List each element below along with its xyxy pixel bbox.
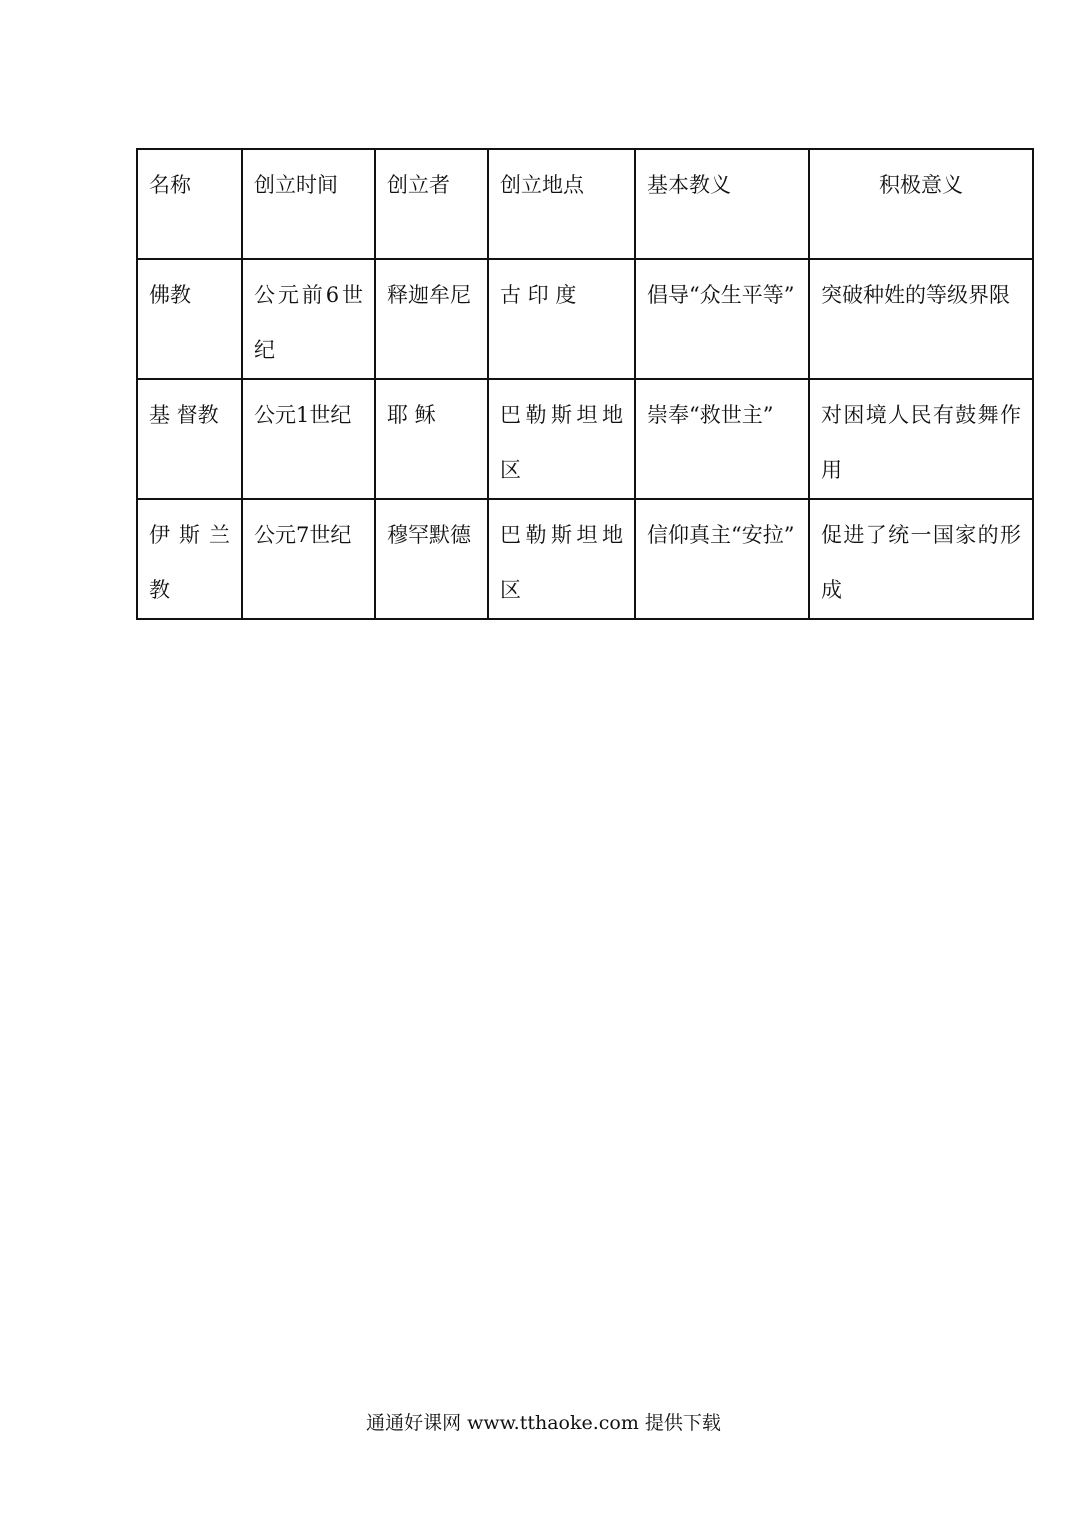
religions-table [136, 148, 1034, 620]
cell-significance: 突破种姓的等级界限 [809, 259, 1033, 379]
header-significance: 积极意义 [809, 149, 1033, 259]
cell-significance: 促进了统一国家的形成 [809, 499, 1033, 619]
cell-name: 基 督教 [137, 379, 242, 499]
cell-founder: 耶 稣 [375, 379, 488, 499]
header-name: 名称 [137, 149, 242, 259]
cell-time: 公元7世纪 [242, 499, 375, 619]
footer-credit: 通通好课网 www.tthaoke.com 提供下载 [366, 1412, 721, 1434]
cell-place: 巴勒斯坦地区 [488, 379, 635, 499]
header-doctrine: 基本教义 [635, 149, 809, 259]
header-place: 创立地点 [488, 149, 635, 259]
cell-name: 佛教 [137, 259, 242, 379]
cell-time: 公元前6世纪 [242, 259, 375, 379]
cell-significance: 对困境人民有鼓舞作用 [809, 379, 1033, 499]
table-header-row [137, 149, 1033, 259]
table-row [137, 379, 1033, 499]
table-row [137, 499, 1033, 619]
cell-place: 巴勒斯坦地区 [488, 499, 635, 619]
cell-name: 伊斯兰教 [137, 499, 242, 619]
header-founder: 创立者 [375, 149, 488, 259]
cell-place: 古 印 度 [488, 259, 635, 379]
cell-doctrine: 崇奉“救世主” [635, 379, 809, 499]
table-row [137, 259, 1033, 379]
header-time: 创立时间 [242, 149, 375, 259]
cell-founder: 穆罕默德 [375, 499, 488, 619]
cell-doctrine: 信仰真主“安拉” [635, 499, 809, 619]
cell-doctrine: 倡导“众生平等” [635, 259, 809, 379]
cell-founder: 释迦牟尼 [375, 259, 488, 379]
cell-time: 公元1世纪 [242, 379, 375, 499]
